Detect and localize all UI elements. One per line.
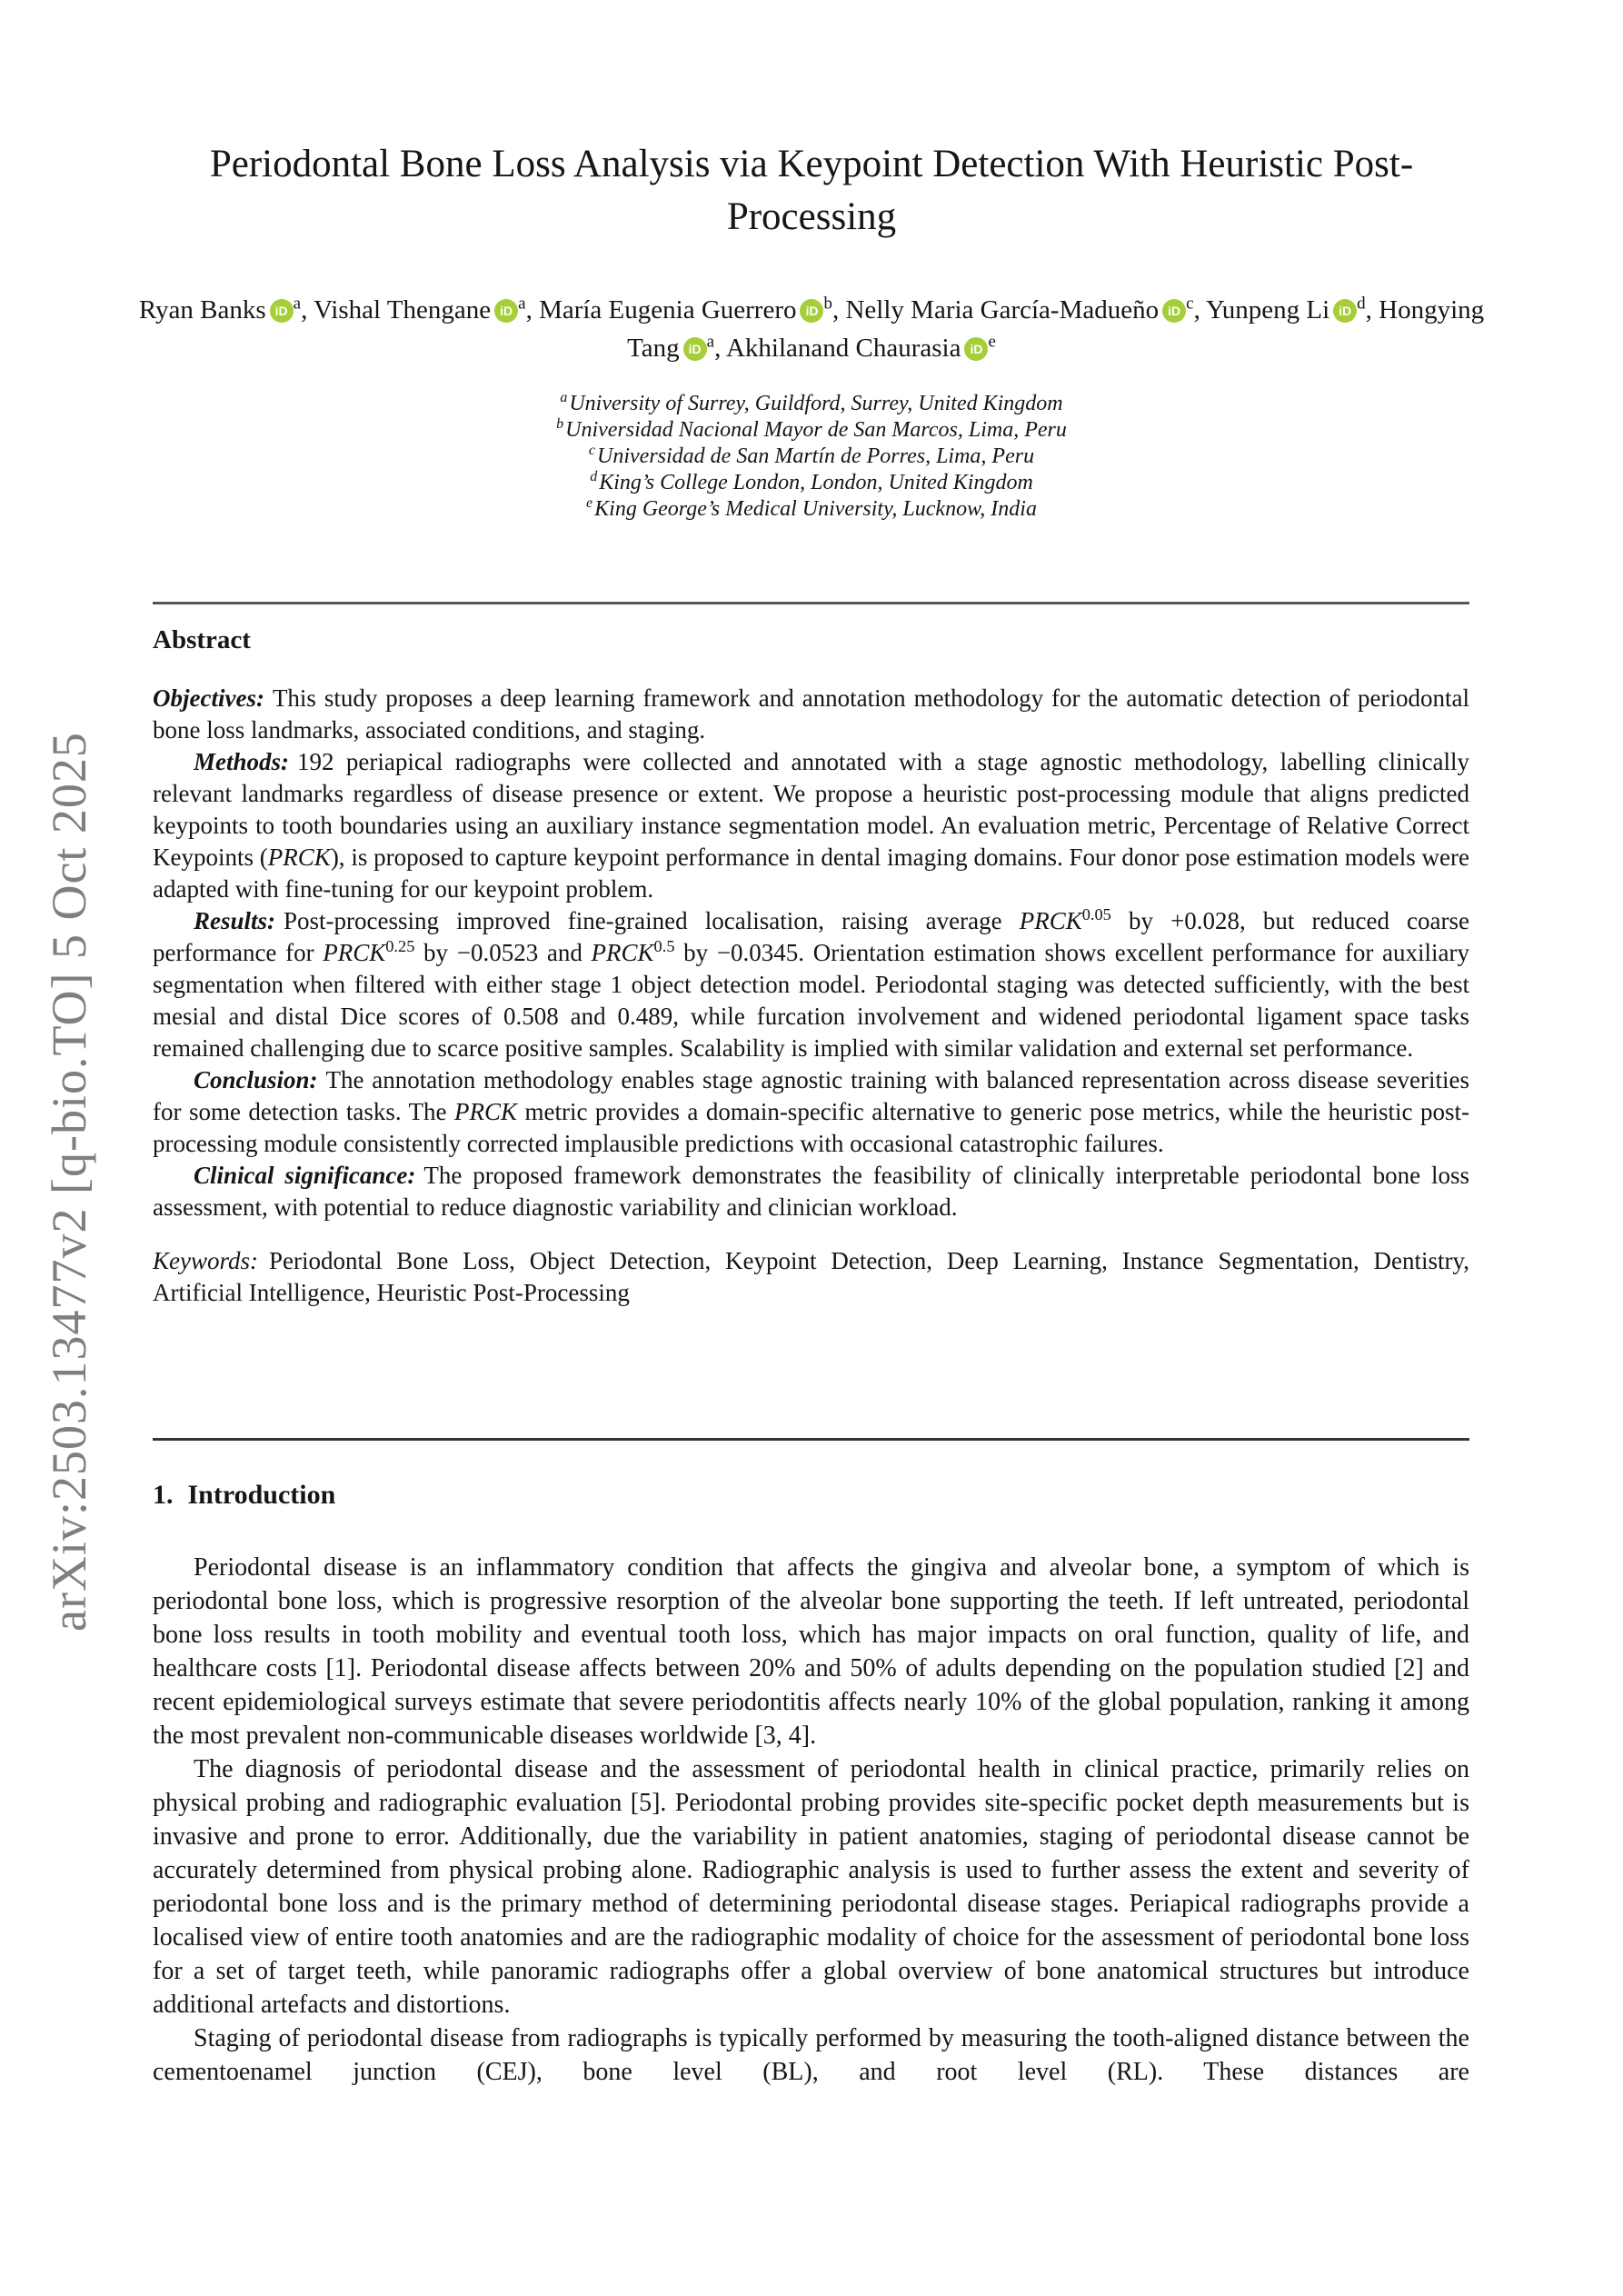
affiliation-item [0,417,1623,444]
keywords-line [153,1245,1469,1309]
author-name: Hongying Tang [627,295,1485,363]
affiliation-text: University of Surrey, Guildford, Surrey, United Kingdom [569,392,1063,415]
affiliation-item [0,496,1623,523]
author-name: Nelly Maria García-Madueño [845,295,1160,324]
orcid-icon: iD [964,337,988,361]
author-separator: , [301,295,314,324]
author-separator: , [1193,295,1206,324]
abstract-paragraph [153,746,1469,905]
text-segment: by −0.0345. Orientation estimation shows excellent performance for auxiliary segmentation when filtered with either stage 1 object detection model. Periodontal staging was detected sufficiently, with the best mesial and distal Dice scores of 0.508 and 0.489, while furcation involvement and widened periodontal ligament space tasks remained challenging due to scarce positive samples. Scalability is implied with similar validation and external set performance. [153,939,1469,1062]
author-affiliation-superscript: e [988,332,996,352]
affiliation-text: Universidad Nacional Mayor de San Marcos, Lima, Peru [565,418,1067,442]
author-affiliation-superscript: a [518,294,526,314]
text-segment: ), is proposed to capture keypoint performance in dental imaging domains. Four donor pose estimation models were adapted with fine-tuning for our keypoint problem. [153,844,1469,903]
text-segment: Conclusion: [194,1066,318,1093]
text-segment: PRCK [591,939,654,966]
text-segment: Post-processing improved fine-grained localisation, raising average [284,907,1020,934]
author-name: Yunpeng Li [1206,295,1330,324]
affiliations-list [0,391,1623,523]
text-segment: 0.25 [385,937,415,955]
author-separator: , [525,295,540,324]
text-segment: PRCK [323,939,386,966]
paper-header [0,138,1623,523]
abstract-heading: Abstract [153,625,251,654]
authors-line [130,291,1493,367]
affiliation-superscript: e [586,495,593,511]
intro-paragraph: Staging of periodontal disease from radiographs is typically performed by measuring the tooth-aligned distance between the cementoenamel junction (CEJ), bone level (BL), and root level (RL). These distances are [153,2024,1469,2086]
affiliation-text: Universidad de San Martín de Porres, Lima, Peru [597,444,1035,468]
text-segment: Clinical significance: [194,1162,416,1189]
orcid-icon: iD [683,337,707,361]
author-affiliation-superscript: b [823,294,832,314]
author-affiliation-superscript: c [1186,294,1194,314]
author-affiliation-superscript: d [1357,294,1366,314]
affiliation-item [0,470,1623,496]
abstract-paragraphs [153,683,1469,1223]
text-segment: The proposed framework demonstrates the feasibility of clinically interpretable periodontal bone loss assessment, with potential to reduce diagnostic variability and clinician workload. [153,1162,1469,1221]
orcid-icon: iD [494,299,518,323]
affiliation-superscript: b [556,416,564,432]
text-segment: PRCK [267,844,331,871]
author-separator: , [1365,295,1379,324]
author-name: María Eugenia Guerrero [539,295,797,324]
text-segment: Objectives: [153,684,264,712]
affiliation-superscript: c [588,443,596,458]
intro-paragraph: Periodontal disease is an inflammatory condition that affects the gingiva and alveolar bone, a symptom of which is periodontal bone loss, which is progressive resorption of the alveolar bone supporting the teeth. If left untreated, periodontal bone loss results in tooth mobility and eventual tooth loss, which has major impacts on oral function, quality of life, and healthcare costs [1]. Periodontal disease affects between 20% and 50% of adults depending on the population studied [2] and recent epidemiological surveys estimate that severe periodontitis affects nearly 10% of the global population, ranking it among the most prevalent non-communicable diseases worldwide [3, 4]. [153,1553,1469,1750]
text-segment: This study proposes a deep learning framework and annotation methodology for the automatic detection of periodontal bone loss landmarks, associated conditions, and staging. [153,684,1469,744]
abstract-paragraph [153,1064,1469,1160]
text-segment: 192 periapical radiographs were collected and annotated with a stage agnostic methodology, labelling clinically relevant landmarks regardless of disease presence or extent. We propose a heuristic post-processing module that aligns predicted keypoints to tooth boundaries using an auxiliary instance segmentation model. An evaluation metric, Percentage of Relative Correct Keypoints ( [153,748,1469,871]
introduction-section [153,1480,1469,2089]
affiliation-superscript: d [590,469,598,484]
author-separator: , [831,295,846,324]
abstract-paragraph [153,905,1469,1064]
text-segment: PRCK [1019,907,1082,934]
text-segment: Results: [194,907,276,934]
text-segment: 0.05 [1081,905,1111,923]
abstract-paragraph [153,1160,1469,1223]
affiliation-text: King George’s Medical University, Lucknow, India [594,497,1037,521]
text-segment: PRCK [454,1098,518,1125]
author-separator: , [714,334,726,363]
abstract-section [153,625,1469,1309]
text-segment: Methods: [194,748,290,775]
section-heading-introduction [153,1480,1469,1511]
introduction-paragraphs [153,1551,1469,2089]
keywords-label: Keywords: [153,1247,258,1274]
text-segment: 0.5 [653,937,675,955]
affiliation-text: King’s College London, London, United Kingdom [599,471,1033,494]
text-segment: by +0.028, but reduced coarse performance for [153,907,1470,966]
intro-paragraph: The diagnosis of periodontal disease and the assessment of periodontal health in clinical practice, primarily relies on physical probing and radiographic evaluation [5]. Periodontal probing provides site-specific pocket depth measurements but is invasive and prone to error. Additionally, due the variability in patient anatomies, staging of periodontal disease cannot be accurately determined from physical probing alone. Radiographic analysis is used to further assess the extent and severity of periodontal bone loss and is the primary method of determining periodontal disease stages. Periapical radiographs provide a localised view of entire tooth anatomies and are the radiographic modality of choice for the assessment of periodontal bone loss for a set of target teeth, while panoramic radiographs offer a global overview of bone anatomical structures but introduce additional artefacts and distortions. [153,1755,1469,2019]
text-segment: by −0.0523 and [414,939,592,966]
affiliation-item [0,391,1623,417]
affiliation-superscript: a [560,390,568,405]
divider-rule-bottom [153,1438,1469,1441]
author-name: Ryan Banks [138,295,266,324]
orcid-icon: iD [270,299,294,323]
paper-title: Periodontal Bone Loss Analysis via Keypoint Detection With Heuristic Post-Processing [209,143,1414,238]
text-segment: The annotation methodology enables stage agnostic training with balanced representation across disease severities for some detection tasks. The [153,1066,1469,1125]
author-name: Akhilanand Chaurasia [725,334,961,363]
section-number: 1. [153,1480,174,1510]
orcid-icon: iD [1333,299,1357,323]
author-name: Vishal Thengane [314,295,492,324]
author-affiliation-superscript: a [706,332,715,352]
arxiv-watermark: arXiv:2503.13477v2 [q-bio.TO] 5 Oct 2025 [42,732,96,1632]
section-title: Introduction [187,1480,336,1510]
orcid-icon: iD [800,299,823,323]
orcid-icon: iD [1162,299,1186,323]
abstract-paragraph [153,683,1469,746]
divider-rule-top [153,602,1469,604]
text-segment: metric provides a domain-specific alternative to generic pose metrics, while the heuristic post-processing module consistently corrected implausible predictions with occasional catastrophic failures. [153,1098,1469,1157]
author-affiliation-superscript: a [293,294,302,314]
keywords-text: Periodontal Bone Loss, Object Detection, Keypoint Detection, Deep Learning, Instance Segmentation, Dentistry, Artificial Intelligence, Heuristic Post-Processing [153,1247,1469,1306]
affiliation-item [0,444,1623,470]
